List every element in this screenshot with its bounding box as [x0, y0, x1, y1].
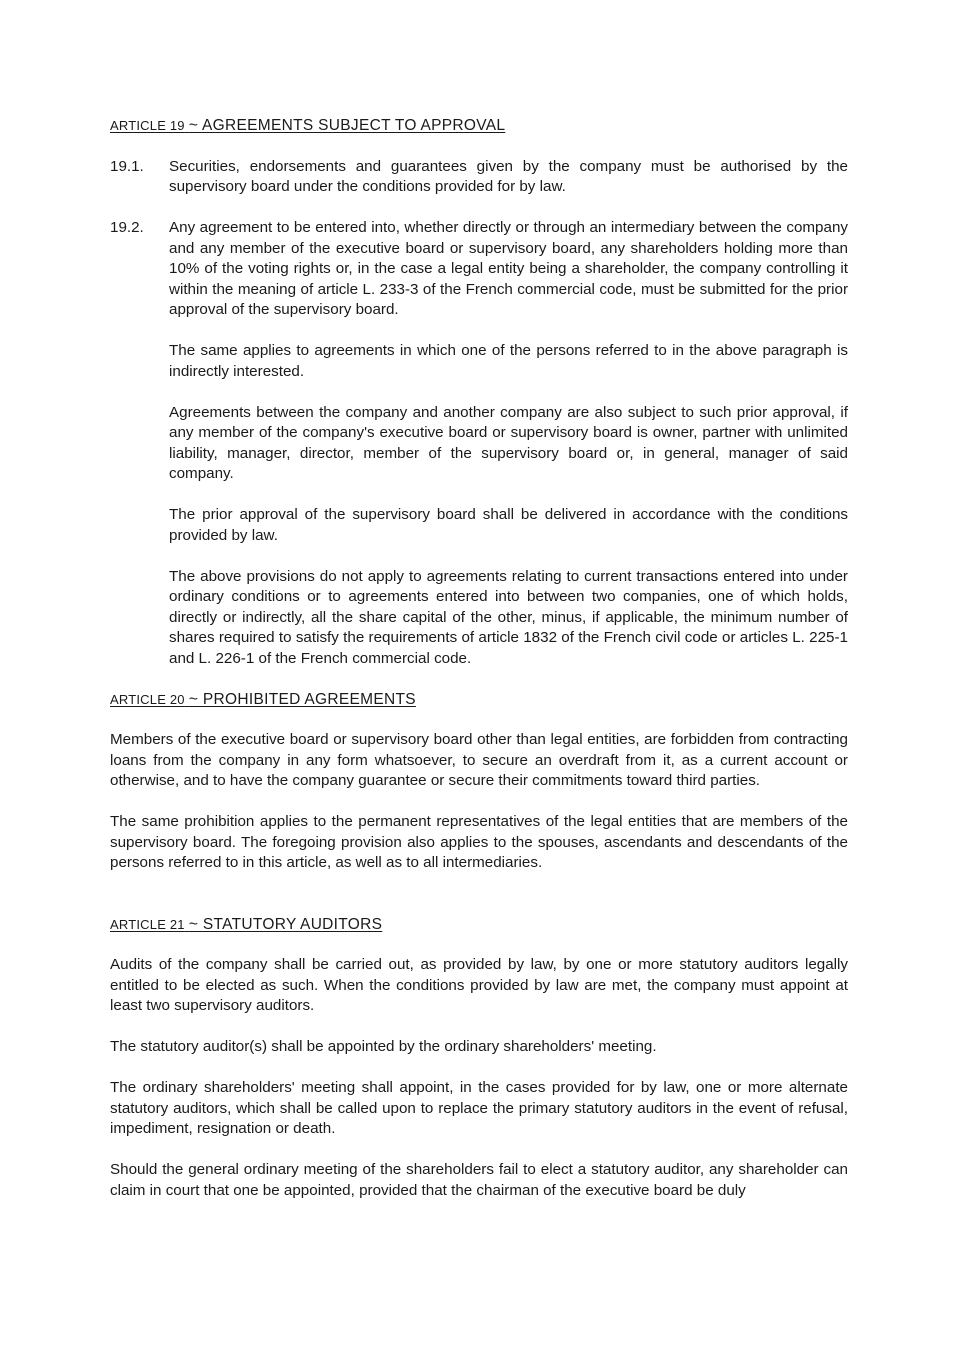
article-21-paragraph-2: The statutory auditor(s) shall be appointed by the ordinary shareholders' meeting.: [110, 1038, 657, 1055]
article-20-paragraph-1: Members of the executive board or supervisory board other than legal entities, are forbidden from contracting loans from the company in any form whatsoever, to secure an overdraft from it, as a current account or otherwise, and to have the company guarantee or secure their commitments toward third parties.: [110, 731, 848, 789]
article-20-label: ARTICLE 20: [110, 691, 185, 707]
article-21-paragraph-3: The ordinary shareholders' meeting shall appoint, in the cases provided for by law, one or more alternate statutory auditors, which shall be called upon to replace the primary statutory auditors in the event of refusal, impediment, resignation or death.: [110, 1079, 848, 1137]
article-21-paragraph-1: Audits of the company shall be carried out, as provided by law, by one or more statutory auditors legally entitled to be elected as such. When the conditions provided by law are met, the company must appoint at least two supervisory auditors.: [110, 956, 848, 1014]
document-page: [110, 116, 848, 1201]
clause-19-1: [110, 157, 848, 198]
article-21-title: ~ STATUTORY AUDITORS: [188, 915, 383, 933]
article-20-title: ~ PROHIBITED AGREEMENTS: [188, 690, 416, 708]
article-21-label: ARTICLE 21: [110, 916, 185, 932]
article-20-paragraph-2: The same prohibition applies to the permanent representatives of the legal entities that are members of the supervisory board. The foregoing provision also applies to the spouses, ascendants and descendants of the persons referred to in this article, as well as to all intermediaries.: [110, 813, 848, 871]
article-21-paragraph-4: Should the general ordinary meeting of the shareholders fail to elect a statutory auditor, any shareholder can claim in court that one be appointed, provided that the chairman of the executive board be duly: [110, 1161, 848, 1199]
article-19-title: ~ AGREEMENTS SUBJECT TO APPROVAL: [188, 117, 506, 134]
clause-19-2-number: 19.2.: [110, 219, 144, 236]
paragraph-agreements-between: Agreements between the company and another company are also subject to such prior approval, if any member of the company's executive board or supervisory board is owner, partner with unlimited liability, manager, director, member of the supervisory board or, in general, manager of said company.: [169, 403, 848, 482]
article-19-label: ARTICLE 19: [110, 118, 185, 133]
article-20-heading: [110, 690, 848, 710]
clause-19-2: [110, 218, 848, 321]
paragraph-prior-approval: The prior approval of the supervisory board shall be delivered in accordance with the conditions provided by law.: [169, 506, 848, 544]
article-21-heading: [110, 915, 848, 935]
clause-19-1-number: 19.1.: [110, 157, 144, 175]
clause-19-1-text: Securities, endorsements and guarantees given by the company must be authorised by the supervisory board under the conditions provided for by law.: [169, 157, 848, 195]
paragraph-above-provisions: The above provisions do not apply to agreements relating to current transactions entered into under ordinary conditions or to agreements entered into between two companies, one of which holds, directly or indirectly, all the share capital of the other, minus, if applicable, the minimum number of shares required to satisfy the requirements of article 1832 of the French civil code or articles L. 225-1 and L. 226-1 of the French commercial code.: [169, 567, 848, 667]
article-19-heading: [110, 116, 848, 136]
clause-19-2-text: Any agreement to be entered into, whether directly or through an intermediary between the company and any member of the executive board or supervisory board, any shareholders holding more than 10% of the voting rights or, in the case a legal entity being a shareholder, the company controlling it within the meaning of article L. 233-3 of the French commercial code, must be submitted for the prior approval of the supervisory board.: [169, 219, 848, 318]
paragraph-same-applies: The same applies to agreements in which one of the persons referred to in the above paragraph is indirectly interested.: [169, 342, 848, 380]
